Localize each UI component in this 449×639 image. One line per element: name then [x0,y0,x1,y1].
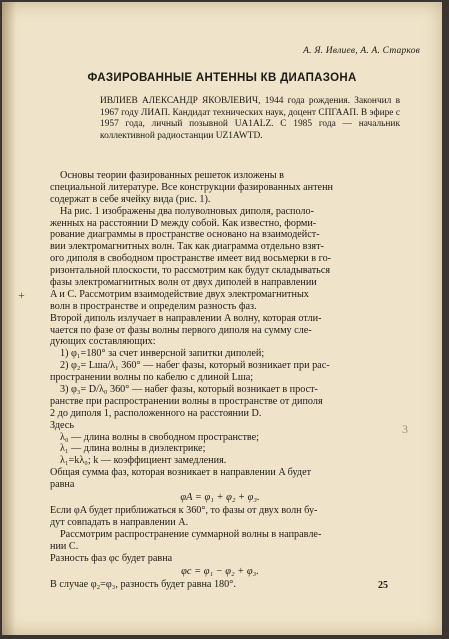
running-header-authors: А. Я. Ивлиев, А. А. Старков [303,46,420,56]
article-title: ФАЗИРОВАННЫЕ АНТЕННЫ КВ ДИАПАЗОНА [87,72,357,84]
text-line: пространении волны по кабелю с длиной Lша; [50,372,254,384]
text-line: λ₁=kλ₀; k — коэффициент замедления. [60,455,227,467]
text-line: λ₁ — длина волны в диэлектрике; [60,443,206,455]
formula-phase-sum: φA = φ₁ + φ₂ + φ₃. [180,492,260,504]
text-line: женных на расстоянии D между собой. Как известно, форми- [50,217,317,229]
text-line: чается по фазе от фазы волны первого диполя на сумму сле- [50,324,312,336]
book-page [2,2,442,635]
text-line: В случае φ₂=φ₃, разность будет равна 180°. [50,578,236,590]
text-line: ранстве при распространении волны в пространстве от диполя [50,395,323,407]
text-line: Второй диполь излучает в направлении A волну, которая отли- [50,312,322,324]
text-line: специальной литературе. Все конструкции фазированных антенн [50,181,333,193]
text-line: дут совпадать в направлении A. [50,516,189,528]
text-line: Здесь [50,419,74,431]
text-line: нии C. [50,540,79,552]
page-spine-shadow [2,2,16,635]
text-line: вии электромагнитных волн. Так как диаграмма отдельно взят- [50,241,324,253]
text-line: ризонтальной плоскости, то рассмотрим как будут складываться [50,265,331,277]
text-line: дующих составляющих: [50,336,156,348]
text-line: 1) φ₁=180° за счет инверсной запитки диполей; [60,348,265,360]
text-line: На рис. 1 изображены два полуволновых диполя, располо- [60,205,314,217]
text-line: Общая сумма фаз, которая возникает в направлении A будет [50,467,312,479]
registration-mark: + [18,288,25,302]
text-line: фазы электромагнитных волн от двух диполей в направлении [50,277,317,289]
formula-phase-difference: φc = φ₁ − φ₂ + φ₃. [181,565,259,577]
body-block-3 [50,579,390,591]
author-bio: ИВЛИЕВ АЛЕКСАНДР ЯКОВЛЕВИЧ, 1944 года рождения. Закончил в 1967 году ЛИАП. Кандидат технических наук, доцент СПГААП. В эфире с 1957 года, личный позывной UA1ALZ. С 1985 года — начальник коллективной радиостанции UZ1AWTD. [100,96,400,141]
text-line: λ₀ — длина волны в свободном пространстве; [60,431,259,443]
body-block-1 [50,170,390,491]
text-line: Рассмотрим распространение суммарной волны в направле- [60,528,322,540]
text-line: равна [50,479,75,491]
text-line: 2 до диполя 1, расположенного на расстоянии D. [50,407,262,419]
text-line: 3) φ₃= D/λ₀ 360° — набег фазы, который возникает в прост- [60,384,318,396]
text-line: содержат в себе ячейку вида (рис. 1). [50,193,211,205]
text-line: рование диаграммы в пространстве основано на взаимодейст- [50,229,320,241]
text-line: A и C. Рассмотрим взаимодействие двух электромагнитных [50,288,309,300]
body-block-2 [50,505,390,564]
text-line: ого диполя в свободном пространстве имеет вид восьмерки в го- [50,253,332,265]
text-line: волн в пространстве и определим разность фаз. [50,300,257,312]
text-line: Основы теории фазированных решеток изложены в [60,170,284,181]
text-line: 2) φ₂= Lша/λ₁ 360° — набег фазы, который возникает при рас- [60,360,330,372]
page-number: 25 [378,580,388,591]
page-mark: 3 [402,422,408,436]
text-line: Разность фаз φc будет равна [50,552,173,564]
text-line: Если φA будет приближаться к 360°, то фазы от двух волн бу- [50,505,318,517]
article-body [50,170,390,590]
